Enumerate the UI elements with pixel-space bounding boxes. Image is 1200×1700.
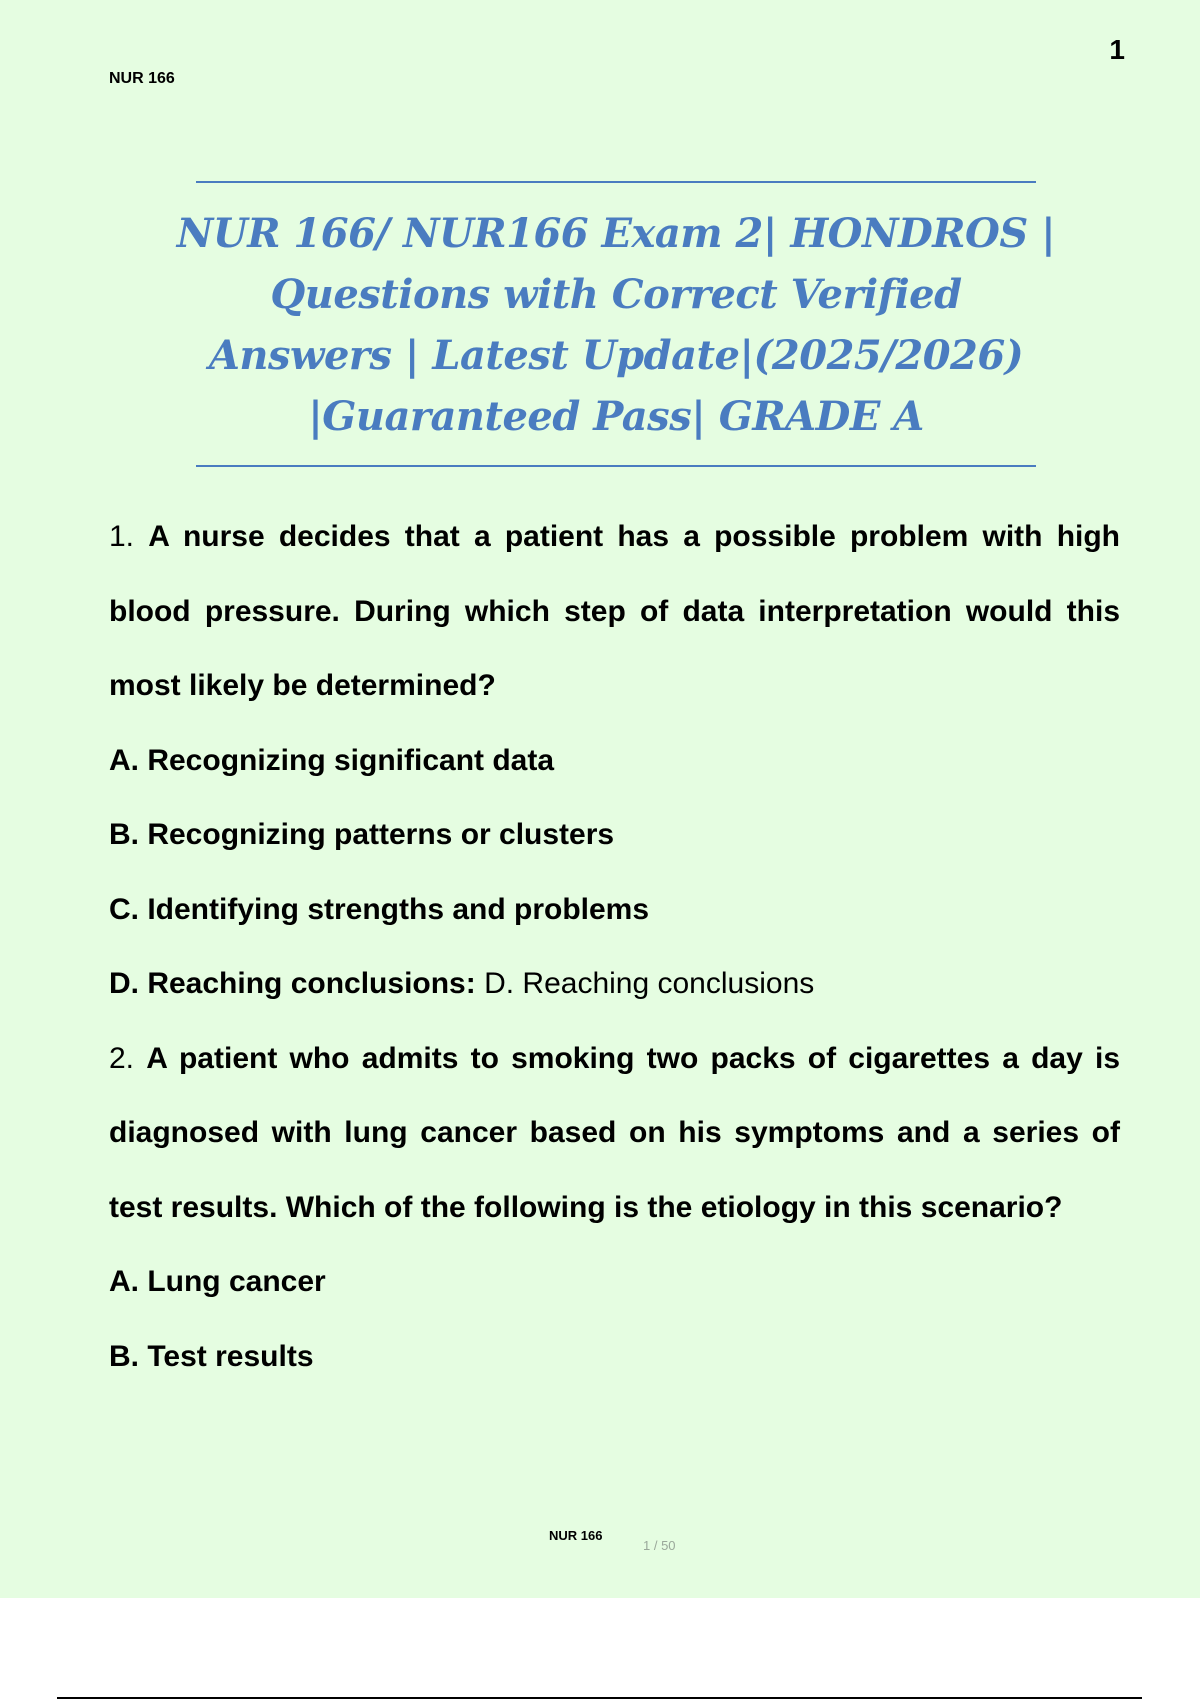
title-line: |Guaranteed Pass| GRADE A xyxy=(308,393,924,440)
header-course-label: NUR 166 xyxy=(109,70,175,87)
title-bottom-rule xyxy=(196,465,1036,467)
question-list xyxy=(109,500,1120,1394)
option-label: A. Lung cancer xyxy=(109,1265,326,1298)
title-line: Questions with Correct Verified xyxy=(270,271,962,318)
option-a xyxy=(109,724,1120,799)
question-text: A nurse decides that a patient has a possible problem with high blood pressure. During which step of data interpretation would this most likely be determined? xyxy=(109,520,1120,702)
title-line: NUR 166/ NUR166 Exam 2| HONDROS | xyxy=(176,210,1056,257)
question-1 xyxy=(109,500,1120,724)
option-d xyxy=(109,947,1120,1022)
next-page-rule xyxy=(57,1697,1142,1699)
title-line: Answers | Latest Update|(2025/2026) xyxy=(208,332,1024,379)
option-a xyxy=(109,1245,1120,1320)
option-b xyxy=(109,798,1120,873)
option-c xyxy=(109,873,1120,948)
question-number: 2. xyxy=(109,1041,135,1075)
question-number: 1. xyxy=(109,520,135,553)
option-label: B. Recognizing patterns or clusters xyxy=(109,818,615,851)
question-text: A patient who admits to smoking two packs of cigarettes a day is diagnosed with lung cancer based on his symptoms and a series of test results. Which of the following is the etiology in this scenario? xyxy=(109,1041,1120,1224)
option-label: B. Test results xyxy=(109,1339,314,1373)
footer-course-label: NUR 166 xyxy=(549,1528,603,1543)
footer-page-count: 1 / 50 xyxy=(643,1538,676,1553)
option-b xyxy=(109,1320,1120,1395)
option-label: D. Reaching conclusions: xyxy=(109,967,476,1000)
page-number: 1 xyxy=(1109,34,1125,65)
option-label: A. Recognizing significant data xyxy=(109,743,555,777)
question-2 xyxy=(109,1022,1120,1246)
title-top-rule xyxy=(196,181,1036,183)
option-label: C. Identifying strengths and problems xyxy=(109,892,650,926)
document-title xyxy=(160,203,1072,447)
correct-answer: D. Reaching conclusions xyxy=(484,967,815,1000)
